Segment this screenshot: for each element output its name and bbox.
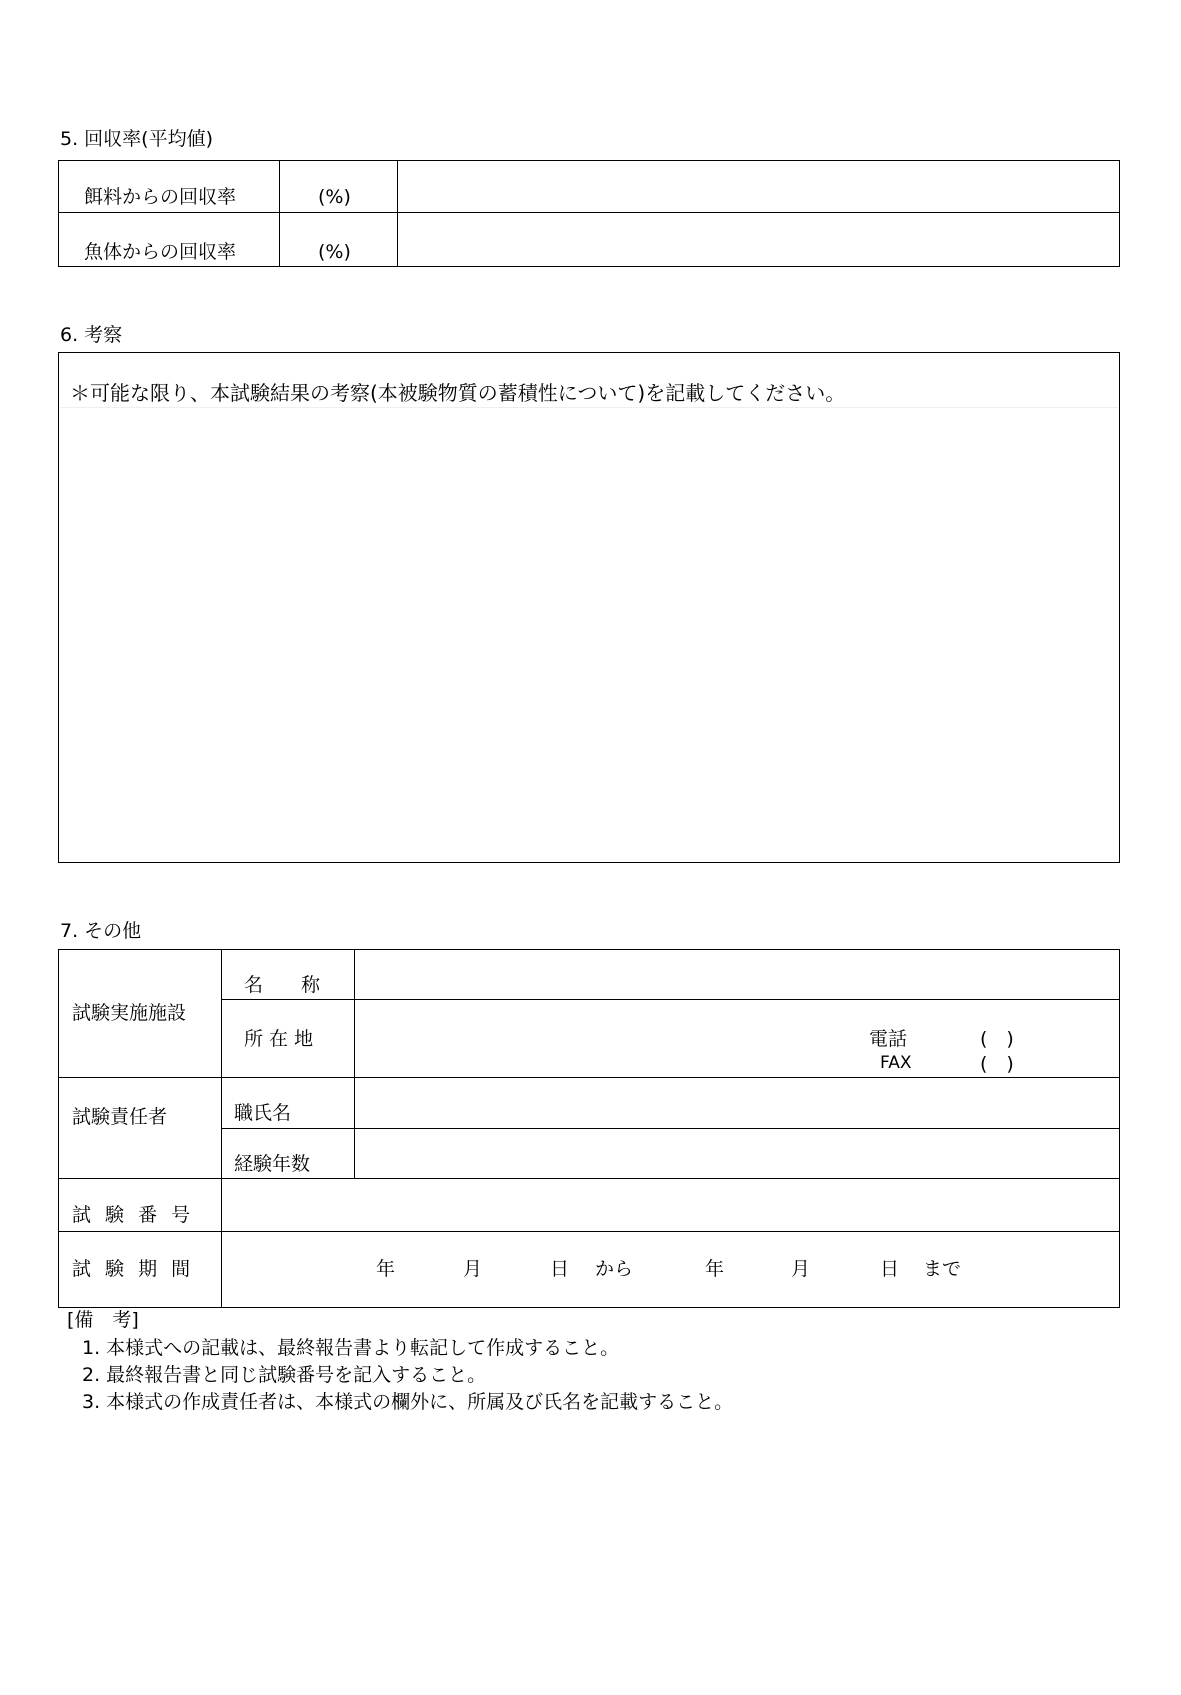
divider	[58, 1178, 1120, 1179]
fish-recovery-label: 魚体からの回収率	[84, 241, 237, 263]
period-year-end: 年	[705, 1258, 725, 1280]
director-title-name-label: 職氏名	[234, 1102, 292, 1124]
discussion-box[interactable]	[58, 352, 1120, 863]
study-number-label: 試 験 番 号	[72, 1204, 191, 1226]
phone-label: 電話	[869, 1028, 908, 1050]
period-until: まで	[923, 1258, 962, 1280]
notes-title: [備 考]	[67, 1309, 139, 1331]
discussion-instruction: ＊可能な限り、本試験結果の考察(本被験物質の蓄積性について)を記載してください。	[70, 381, 846, 405]
divider	[221, 999, 1120, 1000]
director-label: 試験責任者	[72, 1106, 168, 1128]
section7-title: 7. その他	[60, 920, 142, 942]
divider	[60, 407, 1118, 408]
feed-recovery-value[interactable]	[410, 188, 1110, 208]
facility-name-label: 名 称	[244, 974, 321, 996]
period-year-start: 年	[376, 1258, 396, 1280]
divider	[354, 949, 355, 1178]
section5-title: 5. 回収率(平均値)	[60, 128, 213, 150]
section6-title: 6. 考察	[60, 324, 123, 346]
divider	[58, 212, 1120, 213]
period-month-end: 月	[791, 1258, 811, 1280]
note-item: 3. 本様式の作成責任者は、本様式の欄外に、所属及び氏名を記載すること。	[82, 1391, 734, 1413]
divider	[58, 1231, 1120, 1232]
facility-label: 試験実施施設	[72, 1002, 187, 1024]
note-item: 1. 本様式への記載は、最終報告書より転記して作成すること。	[82, 1337, 620, 1359]
feed-recovery-unit: (%)	[318, 186, 351, 208]
study-period-label: 試 験 期 間	[72, 1258, 191, 1280]
facility-address-label: 所 在 地	[244, 1028, 314, 1050]
divider	[221, 1128, 1120, 1129]
fish-recovery-value[interactable]	[410, 243, 1110, 263]
period-from: から	[595, 1258, 634, 1280]
phone-field[interactable]: ( )	[980, 1028, 1014, 1050]
divider	[397, 160, 398, 267]
fish-recovery-unit: (%)	[318, 241, 351, 263]
period-month-start: 月	[463, 1258, 483, 1280]
period-day-end: 日	[880, 1258, 900, 1280]
divider	[279, 160, 280, 267]
note-item: 2. 最終報告書と同じ試験番号を記入すること。	[82, 1364, 487, 1386]
feed-recovery-label: 餌料からの回収率	[84, 186, 237, 208]
fax-field[interactable]: ( )	[980, 1053, 1014, 1075]
period-day-start: 日	[550, 1258, 570, 1280]
director-experience-label: 経験年数	[234, 1153, 311, 1175]
divider	[58, 1077, 1120, 1078]
fax-label: FAX	[880, 1053, 912, 1073]
